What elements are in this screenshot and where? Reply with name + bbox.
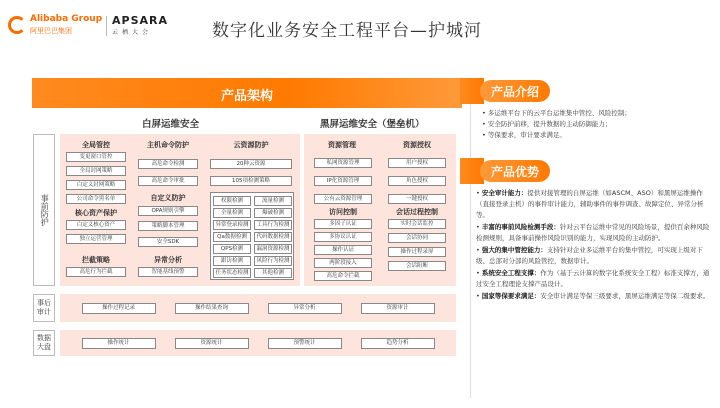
- black-item: 操作过程录屏: [388, 247, 446, 257]
- advantage-item: • 安全审计能力：提供对接管理的自屏运维（如ASCM、ASO）和黑屏运维操作（直接登录主机）的事件审计能力，辅助事件的事件调查、故障定位、异常分析等。: [476, 189, 704, 219]
- group-title: 异常分析: [154, 256, 182, 264]
- detect-item: 漏洞资源检测: [254, 244, 292, 254]
- white-item: OPA规则引擎: [138, 206, 198, 216]
- white-item: 105项检测策略: [210, 176, 292, 186]
- apsara-logo: [112, 14, 172, 40]
- advantage-text: 作为（基于云计算的数字化系统安全工程）标准支撑方，通过安全工程理论支撑产品设计。: [476, 269, 710, 288]
- black-item: 实时会话监控: [388, 219, 446, 229]
- group-title: 全局管控: [82, 141, 110, 149]
- architecture-banner: [32, 78, 462, 108]
- white-detect-matrix: [210, 192, 294, 280]
- group-title: 会话过程控制: [396, 208, 438, 216]
- page-title: 数字化业务安全工程平台—护城河: [212, 21, 482, 41]
- bigdata-row: [60, 330, 456, 356]
- white-item: 白定义封网策略: [66, 180, 126, 190]
- logo-divider: [106, 16, 107, 36]
- black-item: 会话协同: [388, 233, 446, 243]
- intro-list: [482, 108, 712, 141]
- advantage-text: 支持针对企业多运维平台的集中管控，可实现上级对下级、总部对分部的风险管控，数据审计。: [476, 246, 703, 265]
- group-title: 资源管理: [328, 141, 356, 149]
- advantage-text: 安全审计满足等保三级要求，黑屏运维满足等保二级要求。: [540, 292, 710, 300]
- panel-divider: [470, 78, 471, 398]
- white-item: 智能基线预警: [138, 267, 198, 277]
- intro-bullet: • 安全防护前移，提升数据的主动防御能力；: [482, 119, 712, 130]
- detect-item: 任务状态检测: [213, 268, 251, 278]
- advantage-item: • 系统安全工程支撑：作为（基于云计算的数字化系统安全工程）标准支撑方，通过安全工程理论支撑产品设计。: [476, 269, 710, 288]
- group-title: 主机命令防护: [147, 141, 189, 149]
- detect-item: 异常登录检测: [213, 220, 251, 230]
- black-item: 会话阻断: [388, 261, 446, 271]
- white-item: 白定义核心资产: [66, 220, 126, 230]
- alibaba-logo-cn: 阿里巴巴集团: [30, 27, 72, 35]
- advantage-item: • 丰富的事前风险检测手段：针对云平台运维中常见的风险场景，提供百余种风险检测规则，具备事前操作风险识别的能力，实现风险的主动防护。: [476, 223, 710, 242]
- detect-item: 工具行为检测: [254, 220, 292, 230]
- intro-bullet: • 等保要求，审计要求满足。: [482, 130, 712, 141]
- detect-item: 全量检测: [213, 208, 251, 218]
- detect-item: 爆破检测: [254, 208, 292, 218]
- detect-item: 跟访检测: [213, 256, 251, 266]
- audit-item: 操作过程记录: [82, 303, 156, 314]
- advantage-head: 系统安全工程支撑：: [481, 269, 541, 277]
- advantage-head: 安全审计能力：: [481, 189, 528, 197]
- bigdata-item: 预警统计: [268, 338, 342, 349]
- advantages-list: [476, 188, 712, 302]
- black-item: 角色授权: [388, 176, 446, 186]
- black-item: 两阶段接入: [314, 258, 372, 268]
- side-label-bigdata: 数据大盘: [33, 330, 55, 356]
- side-label-pre: 事前防护: [33, 134, 55, 286]
- bigdata-item: 趋势分析: [361, 338, 435, 349]
- advantages-title: 产品优势: [480, 160, 550, 182]
- white-item: 全局封网策略: [66, 166, 126, 176]
- audit-item: 操作结果查询: [175, 303, 249, 314]
- white-item: 策略脚本管理: [138, 221, 198, 231]
- group-title: 核心资产保护: [75, 209, 117, 217]
- advantage-item: • 国家等保要求满足：安全审计满足等保三级要求，黑屏运维满足等保二级要求。: [476, 292, 710, 300]
- group-title: 访问控制: [329, 208, 357, 216]
- advantage-text: 提供对接管理的自屏运维（如ASCM、ASO）和黑屏运维操作（直接登录主机）的事件审计能力，辅助事件的事件调查、故障定位、异常分析等。: [476, 189, 704, 219]
- side-label-audit: 事后审计: [33, 294, 55, 322]
- black-item: 一键授权: [388, 194, 446, 204]
- detect-item: 其他检测: [254, 268, 292, 278]
- black-screen-title: 黑屏运维安全（堡垒机）: [320, 119, 425, 130]
- architecture-title: 产品架构: [220, 89, 273, 104]
- black-item: 用户授权: [388, 158, 446, 168]
- detect-item: 风险行为检测: [254, 256, 292, 266]
- black-item: IP化资源管理: [314, 176, 372, 186]
- white-item: 高危行为拦截: [66, 267, 126, 277]
- alibaba-logo: [8, 14, 103, 40]
- white-item: 安全SDK: [138, 237, 198, 247]
- group-title: 资源授权: [403, 141, 431, 149]
- detect-item: 流量检测: [254, 196, 292, 206]
- black-item: 操作认证: [314, 245, 372, 255]
- advantage-head: 丰富的事前风险检测手段：: [481, 223, 560, 231]
- group-title: 拦截策略: [82, 256, 110, 264]
- advantage-item: • 强大的集中管控能力：支持针对企业多运维平台的集中管控，可实现上级对下级、总部对分部的风险管控，数据审计。: [476, 246, 703, 265]
- group-title: 云资源防护: [233, 141, 269, 149]
- black-item: 多协议认证: [314, 232, 372, 242]
- advantage-text: 针对云平台运维中常见的风险场景，提供百余种风险检测规则，具备事前操作风险识别的能力，实现风险的主动防护。: [476, 223, 710, 242]
- white-screen-title: 白屏运维安全: [142, 119, 200, 130]
- advantage-head: 国家等保要求满足：: [481, 292, 541, 300]
- alibaba-logo-en: Alibaba Group: [30, 14, 103, 24]
- alibaba-mark-icon: [8, 16, 26, 34]
- white-item: 高危命令审批: [138, 176, 198, 186]
- intro-bullet: • 多运维平台下的云平台运维集中管控、风险控制；: [482, 108, 712, 119]
- audit-item: 异常分析: [268, 303, 342, 314]
- advantage-head: 强大的集中管控能力：: [481, 246, 547, 254]
- audit-row: [60, 294, 456, 322]
- black-item: 多因子认证: [314, 219, 372, 229]
- intro-title: 产品介绍: [480, 80, 550, 102]
- white-item: 变更窗口管控: [66, 152, 126, 162]
- white-item: 公司命令黑名单: [66, 194, 126, 204]
- black-item: 私网资源管理: [314, 158, 372, 168]
- detect-item: 权限检测: [213, 196, 251, 206]
- apsara-logo-cn: 云栖大会: [112, 29, 153, 36]
- group-title: 自定义防护: [150, 194, 186, 202]
- white-item: 独立运营管理: [66, 234, 126, 244]
- apsara-logo-en: APSARA: [112, 14, 168, 27]
- detect-item: 代码数据检测: [254, 232, 292, 242]
- white-item: 高危命令检测: [138, 159, 198, 169]
- detect-item: Qa数据检测: [213, 232, 251, 242]
- bigdata-item: 操作统计: [82, 338, 156, 349]
- audit-item: 资源审计: [361, 303, 435, 314]
- detect-item: QPS检测: [213, 244, 251, 254]
- black-item: 高危命令拦截: [314, 271, 372, 281]
- black-item: 公有云资源管理: [314, 194, 372, 204]
- white-item: 20种云资源: [210, 159, 292, 169]
- bigdata-item: 资源统计: [175, 338, 249, 349]
